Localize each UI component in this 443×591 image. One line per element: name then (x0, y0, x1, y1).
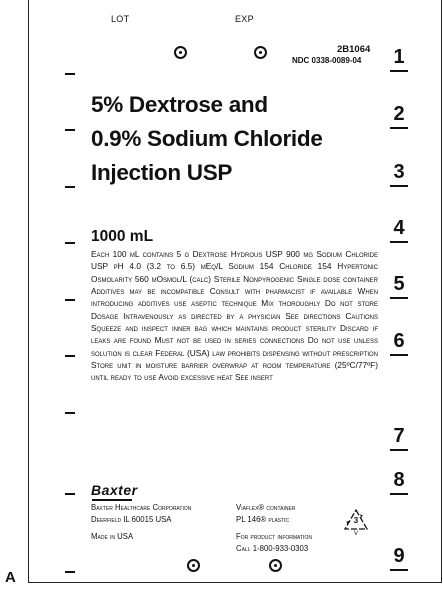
graduation-tick (65, 186, 75, 188)
graduation-tick (65, 493, 75, 495)
scale-number: 3 (393, 161, 405, 183)
scale-number: 4 (393, 217, 405, 239)
lot-label: LOT (111, 14, 130, 24)
recycle-code: V (353, 531, 358, 537)
graduation-tick (65, 129, 75, 131)
volume: 1000 mL (91, 228, 154, 245)
title-line-2: 0.9% Sodium Chloride (91, 126, 323, 151)
container-block (236, 502, 312, 554)
product-code: 2B1064 (337, 44, 371, 55)
bullseye-icon (254, 46, 267, 59)
scale-underline (390, 297, 408, 299)
company-name: Baxter Healthcare Corporation (91, 503, 192, 512)
product-title (91, 92, 323, 186)
scale-number: 6 (393, 330, 405, 352)
scale-underline (390, 354, 408, 356)
recycle-number: 3 (353, 516, 359, 525)
graduation-tick (65, 571, 75, 573)
bullseye-icon (269, 559, 282, 572)
company-address: Deerfield IL 60015 USA (91, 514, 172, 524)
container-type: Viaflex® container (236, 503, 296, 512)
graduation-tick (65, 412, 75, 414)
scale-underline (390, 493, 408, 495)
scale-number: 8 (393, 469, 405, 491)
graduation-tick (65, 299, 75, 301)
scale-underline (390, 70, 408, 72)
title-line-1: 5% Dextrose and (91, 92, 268, 117)
bullseye-icon (187, 559, 200, 572)
scale-number: 1 (393, 46, 405, 68)
scale-number: 2 (393, 103, 405, 125)
phone-line: Call 1-800-933-0303 (236, 543, 309, 553)
scale-number: 9 (393, 545, 405, 567)
logo-rule (92, 499, 132, 501)
info-line: For product information (236, 532, 312, 541)
container-plastic: PL 146® plastic (236, 514, 290, 524)
manufacturer-block (91, 502, 191, 543)
scale-underline (390, 449, 408, 451)
graduation-tick (65, 73, 75, 75)
figure-label: A (5, 569, 16, 586)
exp-label: EXP (235, 14, 254, 24)
scale-underline (390, 241, 408, 243)
made-in: Made in USA (91, 532, 134, 541)
baxter-logo: Baxter (91, 482, 138, 498)
graduation-tick (65, 355, 75, 357)
scale-underline (390, 569, 408, 571)
title-line-3: Injection USP (91, 160, 233, 185)
scale-number: 5 (393, 273, 405, 295)
bullseye-icon (174, 46, 187, 59)
scale-number: 7 (393, 425, 405, 447)
product-description: Each 100 mL contains 5 g Dextrose Hydrous USP 900 mg Sodium Chloride USP pH 4.0 (3.2 to 6.5) mEq/L Sodium 154 Chloride 154 Hypertonic Osmolarity 560 mOsmol/L (calc) Sterile Nonpyrogenic Single dose container Additives may be incompatible Consult with pharmacist if available When introducing additives use aseptic technique Mix thoroughly Do not store Dosage Intravenously as directed by a physician See directions Cautions Squeeze and inspect inner bag which maintains product sterility Discard if leaks are found Must not be used in series connections Do not use unless solution is clear Federal (USA) law prohibits dispensing without prescription Store unit in moisture barrier overwrap at room temperature (25ºC/77ºF) until ready to use Avoid excessive heat See insert (91, 249, 378, 383)
ndc-number: NDC 0338-0089-04 (292, 56, 362, 65)
graduation-tick (65, 242, 75, 244)
scale-underline (390, 127, 408, 129)
scale-underline (390, 185, 408, 187)
recycle-icon (343, 508, 369, 540)
